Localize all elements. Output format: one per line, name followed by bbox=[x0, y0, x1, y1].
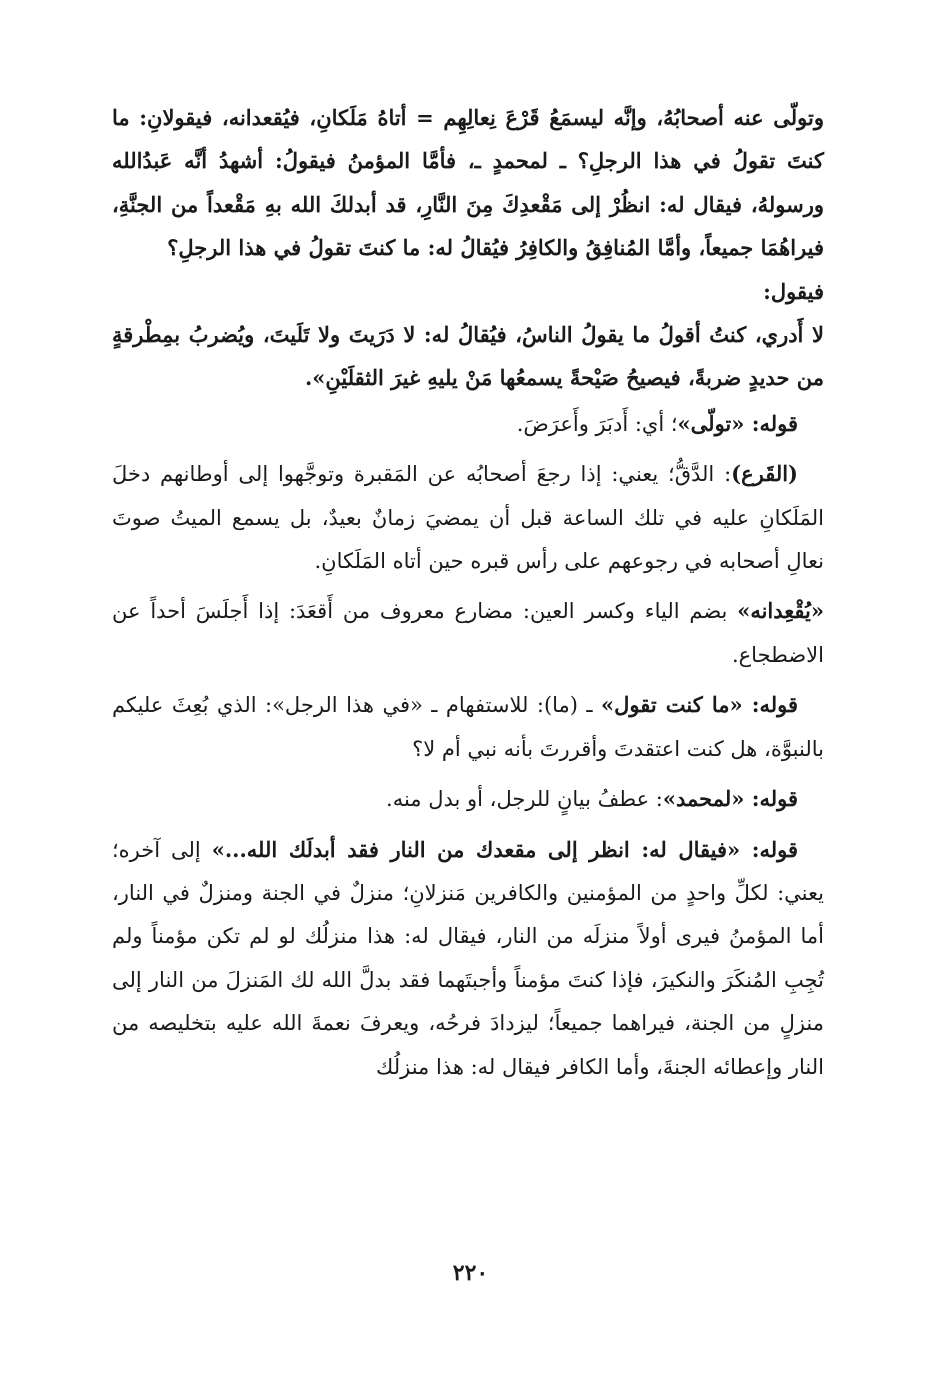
commentary-lead: (القَرع) bbox=[731, 461, 798, 487]
hadith-text-part2: فيقول: bbox=[763, 278, 824, 304]
hadith-text-part3: لا أَدري، كنتُ أقولُ ما يقولُ الناسُ، فيُقالُ له: لا دَرَيتَ ولا تَلَيتَ، ويُضربُ بمِطْرقةٍ من حديدٍ ضربةً، فيصيحُ صَيْحةً يسمعُها مَنْ يليهِ غيرَ الثقلَيْنِ». bbox=[112, 322, 824, 391]
commentary-lead: قوله: «فيقال له: انظر إلى مقعدك من النار فقد أبدلَك الله...» bbox=[211, 836, 798, 862]
commentary-text: إلى آخره؛ يعني: لكلِّ واحدٍ من المؤمنين والكافرين مَنزلانِ؛ منزلٌ في الجنة ومنزلٌ في النار، أما المؤمنُ فيرى أولاً منزلَه من النار، فيقال له: هذا منزلُك لو لم تكن مؤمناً ولم تُجِبِ المُنكَرَ والنكيرَ، فإذا كنتَ مؤمناً وأجبتَهما فقد بدلَّ الله لك المَنزلَ من النار إلى منزلٍ من الجنة، فيراهما جميعاً؛ ليزدادَ فرحُه، ويعرفَ نعمةَ الله عليه بتخليصه من النار وإعطائه الجنةَ، وأما الكافر فيقال له: هذا منزلُك bbox=[112, 837, 824, 1079]
commentary-paragraph bbox=[112, 683, 824, 771]
commentary-paragraph bbox=[112, 777, 824, 821]
hadith-text-part1: وتولّى عنه أصحابُهُ، وإنَّه ليسمَعُ قَرْعَ نِعالِهِم = أتاهُ مَلَكانِ، فيُقعدانه، فيقولانِ: ما كنتَ تقولُ في هذا الرجلِ؟ ـ لمحمدٍ ـ، فأمَّا المؤمنُ فيقولُ: أشهدُ أنَّه عَبدُالله ورسولهُ، فيقال له: انظُرْ إلى مَقْعدِكَ مِنَ النَّارِ، قد أبدلكَ الله بهِ مَقْعداً من الجنَّةِ، فيراهُمَا جميعاً، وأمَّا المُنافِقُ والكافِرُ فيُقالُ له: ما كنتَ تقولُ في هذا الرجلِ؟ bbox=[112, 105, 824, 261]
commentary-text: بضم الياء وكسر العين: مضارع معروف من أَقعَدَ: إذا أَجلَسَ أحداً عن الاضطجاع. bbox=[112, 599, 824, 667]
commentary-text: ؛ أي: أَدبَرَ وأَعرَضَ. bbox=[516, 411, 678, 436]
commentary-lead: قوله: «تولّى» bbox=[677, 410, 798, 436]
commentary-lead: قوله: «لمحمد» bbox=[662, 786, 798, 812]
commentary-paragraph bbox=[112, 452, 824, 583]
commentary-text: ـ (ما): للاستفهام ـ «في هذا الرجل»: الذي بُعِثَ عليكم بالنبوَّة، هل كنت اعتقدتَ وأقررتَ بأنه نبي أم لا؟ bbox=[112, 693, 824, 761]
commentary-text: : الدَّقُّ؛ يعني: إذا رجعَ أصحابُه عن المَقبرة وتوجَّهوا إلى أوطانهم دخلَ المَلَكانِ عليه في تلك الساعة قبل أن يمضيَ زمانٌ بعيدٌ، بل يسمع الميتُ صوتَ نعالِ أصحابه في رجوعهم على رأس قبره حين أتاه المَلَكانِ. bbox=[112, 462, 824, 574]
commentary-paragraph bbox=[112, 402, 824, 446]
commentary-lead: «يُقْعِدانه» bbox=[737, 598, 824, 624]
commentary-paragraph bbox=[112, 828, 824, 1089]
commentary-lead: قوله: «ما كنت تقول» bbox=[601, 692, 798, 718]
commentary-paragraph bbox=[112, 589, 824, 677]
commentary-text: : عطفُ بيانٍ للرجل، أو بدل منه. bbox=[386, 787, 663, 812]
page-body bbox=[112, 96, 824, 1089]
page-number: ٢٢٠ bbox=[452, 1260, 489, 1286]
